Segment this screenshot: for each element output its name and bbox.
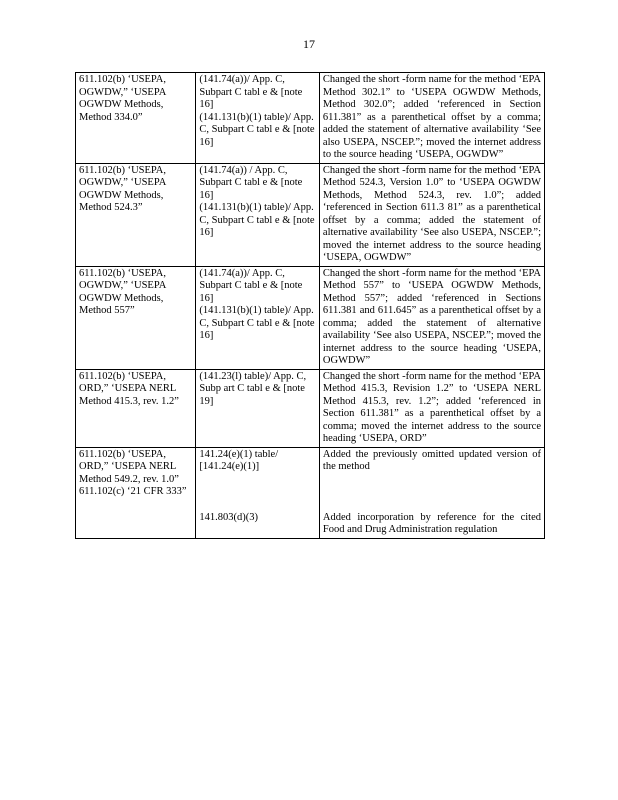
section-reference: 611.102(b) ‘USEPA, ORD,” ‘USEPA NERL Method 549.2, rev. 1.0”	[79, 448, 179, 485]
spacer	[199, 474, 316, 512]
section-reference: 611.102(c) ‘21 CFR 333”	[79, 486, 187, 497]
citation-entry: (141.131(b)(1) table)/ App. C, Subpart C tabl e & [note 16]	[199, 111, 315, 148]
section-reference: 611.102(b) ‘USEPA, OGWDW,” ‘USEPA OGWDW Methods, Method 524.3”	[79, 164, 167, 213]
citation-entry: (141.131(b)(1) table)/ App. C, Subpart C tabl e & [note 16]	[199, 202, 315, 238]
amendments-table	[75, 72, 545, 539]
change-cell	[319, 369, 544, 447]
citation-entry: 141.803(d)(3)	[199, 511, 259, 523]
citation-entry: (141.74(a)) / App. C, Subpart C tabl e & [note 16]	[199, 164, 303, 201]
section-cell	[76, 266, 196, 369]
section-reference: 611.102(b) ‘USEPA, OGWDW,” ‘USEPA OGWDW Methods, Method 557”	[79, 267, 167, 316]
citation-entry: (141.23(l) table)/ App. C, Subp art C tabl e & [note 19]	[199, 370, 307, 407]
change-cell	[319, 163, 544, 266]
change-description: Added incorporation by reference for the cited Food and Drug Administration regulation	[322, 511, 541, 535]
section-cell	[76, 163, 196, 266]
change-description: Added the previously omitted updated version of the method	[322, 448, 541, 472]
page-number: 17	[303, 37, 315, 51]
citation-cell	[196, 163, 320, 266]
section-reference: 611.102(b) ‘USEPA, ORD,” ‘USEPA NERL Method 415.3, rev. 1.2”	[79, 370, 179, 407]
citation-entry: (141.131(b)(1) table)/ App. C, Subpart C tabl e & [note 16]	[199, 305, 315, 341]
section-reference: 611.102(b) ‘USEPA, OGWDW,” ‘USEPA OGWDW Methods, Method 334.0”	[79, 74, 167, 123]
citation-cell	[196, 447, 320, 538]
change-cell	[319, 73, 544, 164]
change-description: Changed the short -form name for the method ‘EPA Method 302.1” to ‘USEPA OGWDW Methods, Method 302.0”; added ‘referenced in Section 611.381” as a parenthetical offset by a comma; added the statement of alternative availability ‘See also USEPA, NSCEP.”; moved the internet address to the source heading ‘USEPA, OGWDW”	[322, 74, 541, 160]
change-description: Changed the short -form name for the method ‘EPA Method 557” to ‘USEPA OGWDW Methods, Method 557”; added ‘referenced in Sections 611.381 and 611.645” as a parenthetical offset by a comma; added the statement of alternative availability ‘See also USEPA, NSCEP.”; moved the internet address to the source heading ‘USEPA, OGWDW”	[322, 267, 541, 366]
table-row	[76, 447, 545, 538]
table-row	[76, 266, 545, 369]
citation-cell	[196, 266, 320, 369]
change-description: Changed the short -form name for the method ‘EPA Method 524.3, Version 1.0” to ‘USEPA OGWDW Methods, Method 524.3, rev. 1.0”; added ‘referenced in Section 611.3 81” as a parenthetical offset by a comma; added the statement of alternative availability ‘See also USEPA, NSCEP.”; moved the internet address to the source heading ‘USEPA, OGWDW”	[322, 164, 541, 263]
citation-cell	[196, 73, 320, 164]
table-row	[76, 73, 545, 164]
change-cell	[319, 447, 544, 538]
table-row	[76, 369, 545, 447]
citation-entry: (141.74(a))/ App. C, Subpart C tabl e & [note 16]	[199, 74, 303, 110]
change-cell	[319, 266, 544, 369]
table-row	[76, 163, 545, 266]
citation-entry: (141.74(a))/ App. C, Subpart C tabl e & [note 16]	[199, 267, 303, 304]
citation-entry: 141.24(e)(1) table/ [141.24(e)(1)]	[199, 448, 279, 472]
section-cell	[76, 73, 196, 164]
citation-cell	[196, 369, 320, 447]
change-description: Changed the short -form name for the method ‘EPA Method 415.3, Revision 1.2” to ‘USEPA NERL Method 415.3, rev. 1.2”; added ‘referenced in Section 611.381” as a parenthetical offset by a comma; moved the internet address to the source heading ‘USEPA, ORD”	[322, 370, 541, 444]
spacer	[323, 474, 541, 512]
section-cell	[76, 369, 196, 447]
section-cell	[76, 447, 196, 538]
